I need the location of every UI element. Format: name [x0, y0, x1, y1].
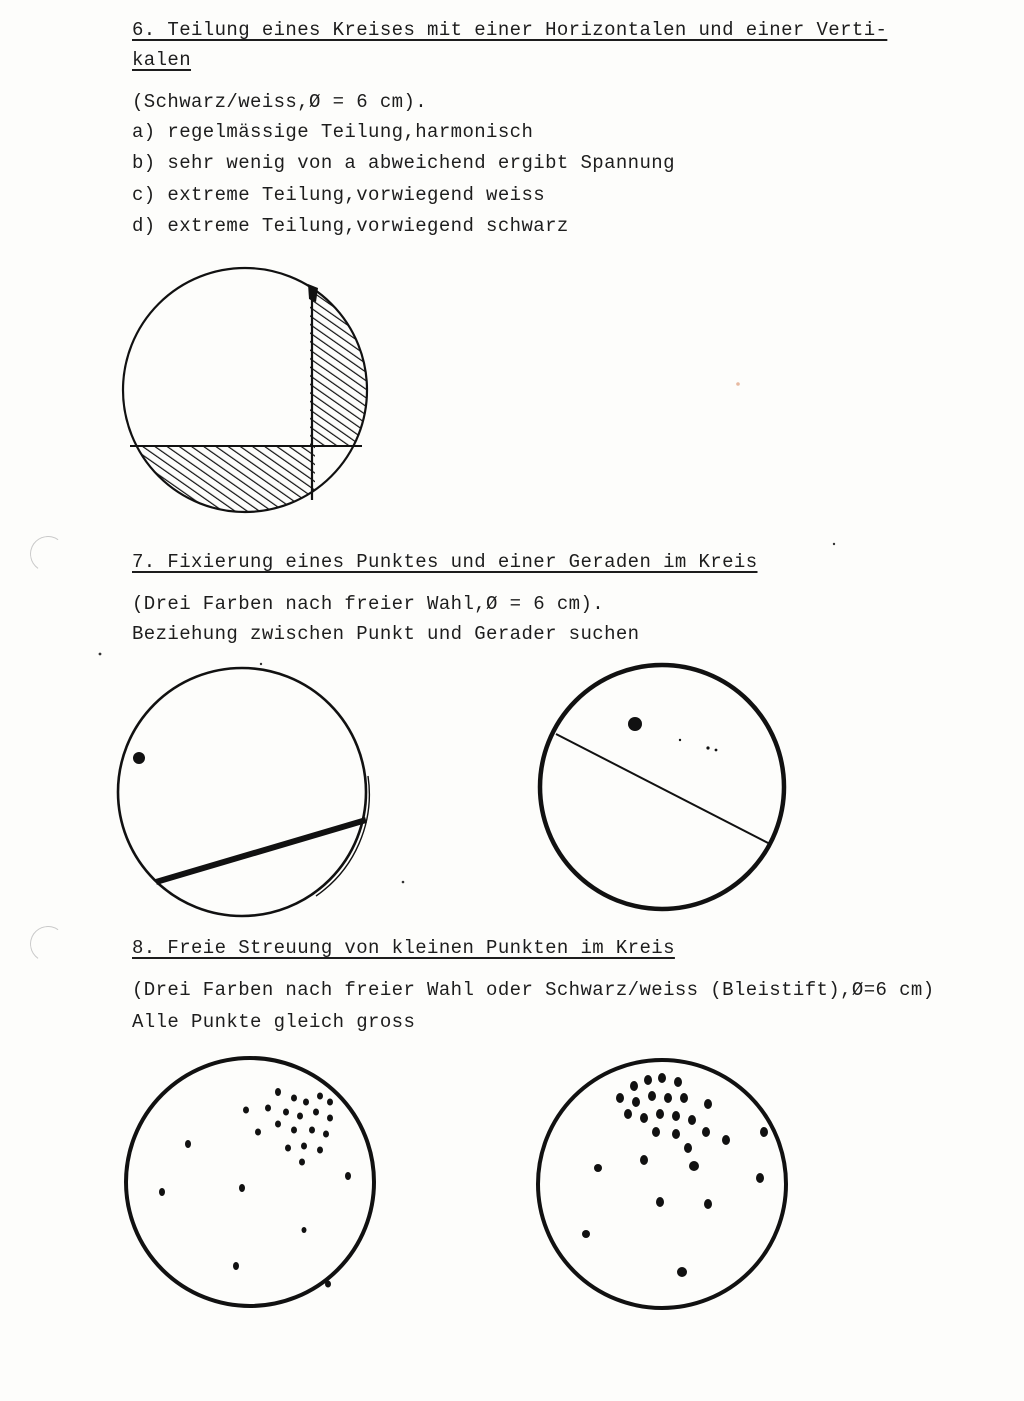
section6-item-b: b) sehr wenig von a abweichend ergibt Spannung: [132, 152, 675, 174]
section8-note: Alle Punkte gleich gross: [132, 1011, 416, 1033]
section8-spec: (Drei Farben nach freier Wahl oder Schwarz/weiss (Bleistift),Ø=6 cm): [132, 979, 935, 1001]
section7-heading: 7. Fixierung eines Punktes und einer Geraden im Kreis: [132, 551, 758, 573]
section6-heading-line2: kalen: [132, 49, 192, 71]
section6-item-c: c) extreme Teilung,vorwiegend weiss: [132, 184, 546, 206]
section6-heading-line1: 6. Teilung eines Kreises mit einer Horizontalen und einer Verti-: [132, 19, 888, 41]
speck: [402, 881, 405, 884]
section7-note: Beziehung zwischen Punkt und Gerader suchen: [132, 623, 640, 645]
speck: [833, 543, 835, 545]
section6-item-a: a) regelmässige Teilung,harmonisch: [132, 121, 534, 143]
section6-spec: (Schwarz/weiss,Ø = 6 cm).: [132, 91, 428, 113]
section8-heading: 8. Freie Streuung von kleinen Punkten im Kreis: [132, 937, 675, 959]
section7-spec: (Drei Farben nach freier Wahl,Ø = 6 cm).: [132, 593, 605, 615]
speck: [260, 663, 262, 665]
speck: [736, 382, 740, 386]
speck: [99, 653, 102, 656]
section6-item-d: d) extreme Teilung,vorwiegend schwarz: [132, 215, 569, 237]
